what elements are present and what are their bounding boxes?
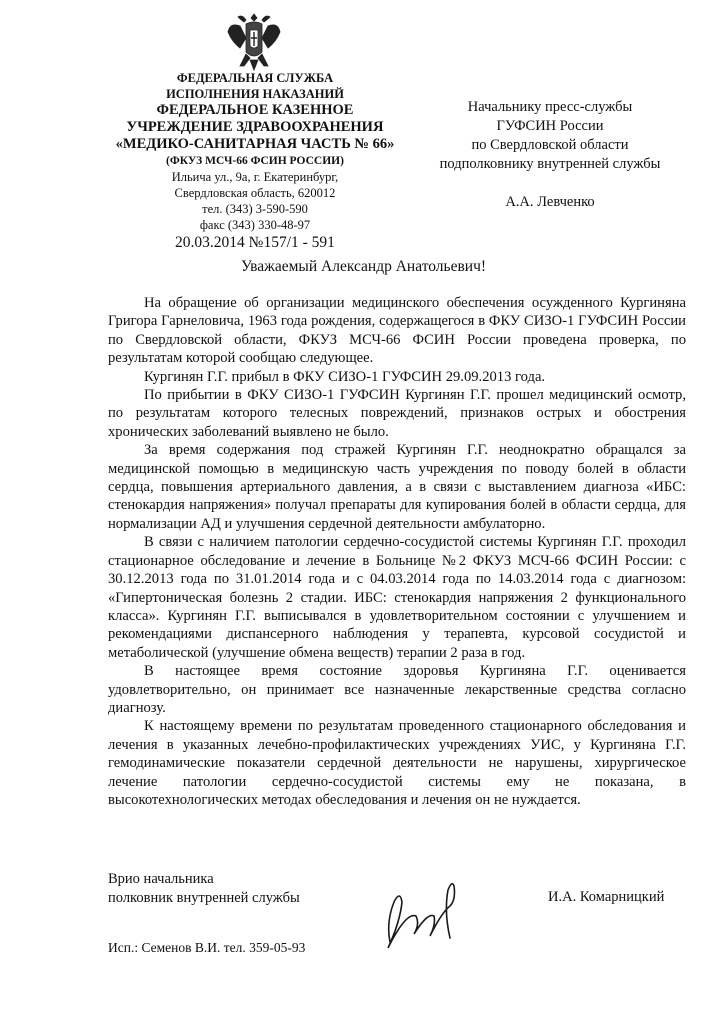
signatory-title-2: полковник внутренней службы (108, 890, 300, 906)
addressee-line-1: Начальнику пресс-службы (467, 99, 633, 115)
body-paragraph: На обращение об организации медицинского обеспечения осужденного Кургиняна Григора Гарнеловича, 1963 года рождения, содержащегося в ФКУ СИЗО-1 ГУФСИН России по Свердловской области, ФКУЗ МСЧ-66 ФСИН России проведена проверка, по результатам которой сообщаю следующее. (108, 295, 686, 367)
addressee-block (400, 98, 700, 212)
signatory-title-block (108, 870, 368, 908)
addressee-name: А.А. Левченко (505, 194, 595, 210)
sender-phone: тел. (343) 3-590-590 (202, 202, 308, 216)
salutation: Уважаемый Александр Анатольевич! (240, 258, 487, 275)
body-paragraph: За время содержания под стражей Кургинян Г.Г. неоднократно обращался за медицинской помощью в медицинскую часть учреждения по поводу болей в области сердца, повышения артериального давления, а в связи с выставлением диагноза «ИБС: стенокардия напряжения» получал препараты для купирования болей в области сердца, для нормализации АД и улучшения сердечной деятельности амбулаторно. (108, 442, 686, 532)
sender-address-line-1: Ильича ул., 9а, г. Екатеринбург, (171, 170, 339, 184)
sender-abbreviation: (ФКУЗ МСЧ-66 ФСИН РОССИИ) (166, 155, 344, 167)
addressee-line-3: по Свердловской области (471, 137, 629, 153)
letter-date-number: 20.03.2014 №157/1 - 591 (175, 234, 335, 251)
addressee-line-4: подполковнику внутренней службы (439, 156, 661, 172)
double-headed-eagle-emblem (226, 8, 282, 74)
addressee-line-2: ГУФСИН России (496, 118, 604, 134)
sender-service-line-2: ИСПОЛНЕНИЯ НАКАЗАНИЙ (166, 87, 344, 101)
sender-institution-line-1: ФЕДЕРАЛЬНОЕ КАЗЕННОЕ (156, 102, 354, 118)
sender-institution-line-2: УЧРЕЖДЕНИЕ ЗДРАВООХРАНЕНИЯ (126, 119, 384, 135)
sender-fax: факс (343) 330-48-97 (199, 218, 311, 232)
sender-service-line-1: ФЕДЕРАЛЬНАЯ СЛУЖБА (176, 71, 334, 85)
body-paragraph: К настоящему времени по результатам проведенного стационарного обследования и лечения в указанных лечебно-профилактических учреждениях УИС, у Кургиняна Г.Г. гемодинамические показатели сердечной деятельности не нарушены, хирургическое лечение патологии сердечно-сосудистой системы ему не показана, в высокотехнологических методах обеследования и лечения он не нуждается. (108, 718, 686, 808)
executor-line: Исп.: Семенов В.И. тел. 359-05-93 (108, 940, 306, 955)
sender-address-line-2: Свердловская область, 620012 (174, 186, 336, 200)
signatory-name: И.А. Комарницкий (548, 889, 665, 905)
body-paragraph: В настоящее время состояние здоровья Кургиняна Г.Г. оценивается удовлетворительно, он принимает все назначенные лекарственные средства согласно диагнозу. (108, 663, 686, 716)
body-paragraph: В связи с наличием патологии сердечно-сосудистой системы Кургинян Г.Г. проходил стационарное обследование и лечение в Больнице №2 ФКУЗ МСЧ-66 ФСИН России: с 30.12.2013 года по 31.01.2014 года и с 04.03.2014 года по 14.03.2014 года с диагнозом: «Гипертоническая болезнь 2 стадии. ИБС: стенокардия напряжения 2 функционального класса». Кургинян Г.Г. выписывался в удовлетворительном состоянии с улучшением и рекомендациями диспансерного наблюдения у терапевта, курсовой сосудистой и метаболической (улучшение обмена веществ) терапии 2 раза в год. (108, 534, 686, 661)
sender-block (100, 70, 410, 251)
body-paragraph: По прибытии в ФКУ СИЗО-1 ГУФСИН Кургинян Г.Г. прошел медицинский осмотр, по результатам которого телесных повреждений, признаков острых и обострения хронических заболеваний выявлено не было. (108, 387, 686, 440)
body-paragraph: Кургинян Г.Г. прибыл в ФКУ СИЗО-1 ГУФСИН 29.09.2013 года. (144, 368, 546, 385)
letter-body (108, 294, 686, 809)
sender-institution-line-3: «МЕДИКО-САНИТАРНАЯ ЧАСТЬ № 66» (115, 136, 395, 152)
signatory-title-1: Врио начальника (108, 871, 214, 887)
